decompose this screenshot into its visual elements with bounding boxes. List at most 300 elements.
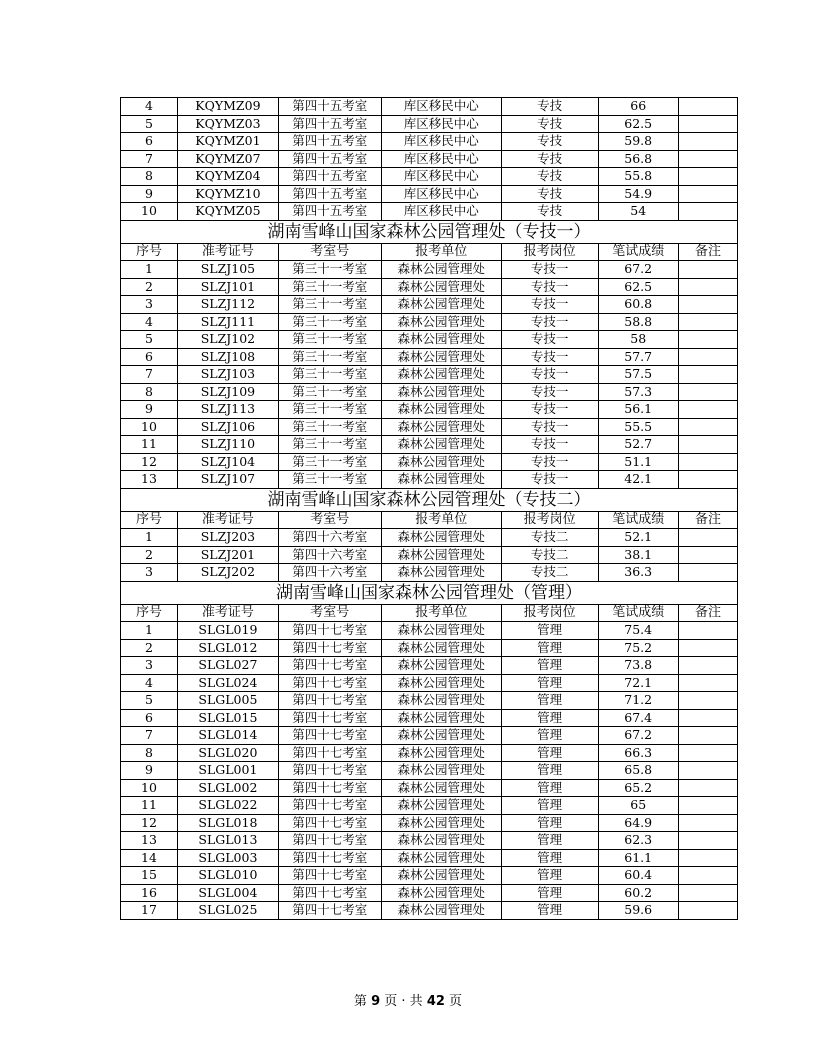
table-row [121, 639, 738, 657]
exam-room-cell: 第四十五考室 [278, 185, 381, 203]
serial-cell: 9 [121, 185, 178, 203]
unit-cell: 森林公园管理处 [381, 639, 501, 657]
ticket-number-cell: SLGL019 [178, 622, 279, 640]
position-cell: 管理 [501, 657, 598, 675]
exam-room-cell: 第三十一考室 [278, 383, 381, 401]
exam-room-cell: 第四十七考室 [278, 814, 381, 832]
exam-room-cell: 第四十七考室 [278, 902, 381, 920]
column-header: 报考岗位 [501, 243, 598, 261]
unit-cell: 森林公园管理处 [381, 471, 501, 489]
exam-room-cell: 第四十五考室 [278, 98, 381, 116]
ticket-number-cell: SLZJ105 [178, 261, 279, 279]
serial-cell: 3 [121, 564, 178, 582]
score-cell: 59.6 [598, 902, 678, 920]
remark-cell [678, 902, 737, 920]
column-header: 考室号 [278, 511, 381, 529]
score-cell: 55.5 [598, 418, 678, 436]
unit-cell: 森林公园管理处 [381, 727, 501, 745]
ticket-number-cell: KQYMZ07 [178, 150, 279, 168]
unit-cell: 森林公园管理处 [381, 814, 501, 832]
unit-cell: 库区移民中心 [381, 115, 501, 133]
table-row [121, 296, 738, 314]
score-cell: 67.4 [598, 709, 678, 727]
score-cell: 38.1 [598, 546, 678, 564]
score-sheet [120, 97, 738, 920]
ticket-number-cell: KQYMZ03 [178, 115, 279, 133]
serial-cell: 13 [121, 832, 178, 850]
column-header: 备注 [678, 511, 737, 529]
exam-room-cell: 第四十七考室 [278, 744, 381, 762]
unit-cell: 森林公园管理处 [381, 762, 501, 780]
table-row [121, 692, 738, 710]
remark-cell [678, 546, 737, 564]
score-cell: 65.8 [598, 762, 678, 780]
table-row [121, 564, 738, 582]
serial-cell: 5 [121, 115, 178, 133]
ticket-number-cell: SLGL018 [178, 814, 279, 832]
table-row [121, 168, 738, 186]
exam-room-cell: 第三十一考室 [278, 296, 381, 314]
table-row [121, 902, 738, 920]
ticket-number-cell: SLZJ113 [178, 401, 279, 419]
score-cell: 71.2 [598, 692, 678, 710]
page-footer [0, 990, 816, 1009]
position-cell: 专技二 [501, 546, 598, 564]
remark-cell [678, 639, 737, 657]
position-cell: 专技 [501, 115, 598, 133]
score-cell: 51.1 [598, 453, 678, 471]
score-cell: 73.8 [598, 657, 678, 675]
serial-cell: 10 [121, 203, 178, 221]
position-cell: 专技 [501, 133, 598, 151]
unit-cell: 森林公园管理处 [381, 546, 501, 564]
ticket-number-cell: SLGL022 [178, 797, 279, 815]
position-cell: 管理 [501, 849, 598, 867]
unit-cell: 森林公园管理处 [381, 902, 501, 920]
position-cell: 专技一 [501, 453, 598, 471]
serial-cell: 12 [121, 453, 178, 471]
ticket-number-cell: SLGL004 [178, 884, 279, 902]
exam-room-cell: 第三十一考室 [278, 331, 381, 349]
position-cell: 专技一 [501, 436, 598, 454]
serial-cell: 8 [121, 168, 178, 186]
exam-room-cell: 第四十七考室 [278, 779, 381, 797]
unit-cell: 森林公园管理处 [381, 401, 501, 419]
column-header: 序号 [121, 511, 178, 529]
ticket-number-cell: SLGL002 [178, 779, 279, 797]
serial-cell: 12 [121, 814, 178, 832]
ticket-number-cell: SLGL015 [178, 709, 279, 727]
position-cell: 专技一 [501, 418, 598, 436]
remark-cell [678, 832, 737, 850]
ticket-number-cell: SLZJ112 [178, 296, 279, 314]
score-cell: 56.8 [598, 150, 678, 168]
exam-room-cell: 第三十一考室 [278, 261, 381, 279]
remark-cell [678, 401, 737, 419]
ticket-number-cell: SLZJ203 [178, 529, 279, 547]
ticket-number-cell: SLGL012 [178, 639, 279, 657]
serial-cell: 14 [121, 849, 178, 867]
ticket-number-cell: SLZJ106 [178, 418, 279, 436]
table-row [121, 453, 738, 471]
position-cell: 管理 [501, 832, 598, 850]
column-header: 报考单位 [381, 243, 501, 261]
table-row [121, 884, 738, 902]
ticket-number-cell: KQYMZ10 [178, 185, 279, 203]
remark-cell [678, 709, 737, 727]
section-title-row [121, 220, 738, 243]
ticket-number-cell: SLZJ102 [178, 331, 279, 349]
ticket-number-cell: SLGL025 [178, 902, 279, 920]
table-row [121, 418, 738, 436]
position-cell: 管理 [501, 797, 598, 815]
unit-cell: 森林公园管理处 [381, 884, 501, 902]
ticket-number-cell: SLZJ104 [178, 453, 279, 471]
remark-cell [678, 313, 737, 331]
score-cell: 36.3 [598, 564, 678, 582]
exam-room-cell: 第四十六考室 [278, 529, 381, 547]
exam-room-cell: 第四十七考室 [278, 832, 381, 850]
serial-cell: 1 [121, 529, 178, 547]
unit-cell: 森林公园管理处 [381, 744, 501, 762]
score-cell: 66 [598, 98, 678, 116]
position-cell: 专技 [501, 168, 598, 186]
remark-cell [678, 366, 737, 384]
section-title: 湖南雪峰山国家森林公园管理处（管理） [121, 581, 738, 604]
exam-room-cell: 第四十六考室 [278, 546, 381, 564]
column-header: 备注 [678, 243, 737, 261]
remark-cell [678, 529, 737, 547]
serial-cell: 15 [121, 867, 178, 885]
table-row [121, 674, 738, 692]
score-cell: 52.1 [598, 529, 678, 547]
unit-cell: 森林公园管理处 [381, 313, 501, 331]
unit-cell: 森林公园管理处 [381, 709, 501, 727]
remark-cell [678, 814, 737, 832]
exam-room-cell: 第四十七考室 [278, 709, 381, 727]
header-row [121, 604, 738, 622]
table-row [121, 348, 738, 366]
remark-cell [678, 150, 737, 168]
remark-cell [678, 98, 737, 116]
position-cell: 管理 [501, 779, 598, 797]
remark-cell [678, 331, 737, 349]
footer-prefix: 第 [353, 994, 367, 1009]
position-cell: 管理 [501, 674, 598, 692]
position-cell: 管理 [501, 727, 598, 745]
table-row [121, 401, 738, 419]
score-cell: 58 [598, 331, 678, 349]
ticket-number-cell: SLZJ109 [178, 383, 279, 401]
position-cell: 专技一 [501, 383, 598, 401]
footer-middle: 页 · 共 [384, 994, 423, 1009]
position-cell: 管理 [501, 762, 598, 780]
ticket-number-cell: SLGL013 [178, 832, 279, 850]
unit-cell: 森林公园管理处 [381, 418, 501, 436]
unit-cell: 库区移民中心 [381, 150, 501, 168]
serial-cell: 13 [121, 471, 178, 489]
exam-room-cell: 第四十七考室 [278, 884, 381, 902]
remark-cell [678, 278, 737, 296]
exam-room-cell: 第三十一考室 [278, 436, 381, 454]
section-title-row [121, 488, 738, 511]
position-cell: 专技二 [501, 529, 598, 547]
remark-cell [678, 674, 737, 692]
ticket-number-cell: KQYMZ01 [178, 133, 279, 151]
position-cell: 专技一 [501, 401, 598, 419]
unit-cell: 森林公园管理处 [381, 529, 501, 547]
serial-cell: 3 [121, 657, 178, 675]
ticket-number-cell: SLZJ110 [178, 436, 279, 454]
column-header: 考室号 [278, 604, 381, 622]
remark-cell [678, 471, 737, 489]
exam-room-cell: 第三十一考室 [278, 278, 381, 296]
unit-cell: 森林公园管理处 [381, 348, 501, 366]
serial-cell: 3 [121, 296, 178, 314]
score-cell: 67.2 [598, 261, 678, 279]
position-cell: 专技一 [501, 366, 598, 384]
ticket-number-cell: SLZJ201 [178, 546, 279, 564]
column-header: 备注 [678, 604, 737, 622]
serial-cell: 1 [121, 261, 178, 279]
unit-cell: 森林公园管理处 [381, 674, 501, 692]
exam-room-cell: 第四十六考室 [278, 564, 381, 582]
score-cell: 57.5 [598, 366, 678, 384]
section-title-row [121, 581, 738, 604]
exam-room-cell: 第三十一考室 [278, 313, 381, 331]
remark-cell [678, 185, 737, 203]
remark-cell [678, 867, 737, 885]
score-table [120, 97, 738, 920]
position-cell: 专技一 [501, 313, 598, 331]
unit-cell: 森林公园管理处 [381, 296, 501, 314]
exam-room-cell: 第三十一考室 [278, 348, 381, 366]
ticket-number-cell: SLZJ107 [178, 471, 279, 489]
serial-cell: 5 [121, 692, 178, 710]
serial-cell: 11 [121, 797, 178, 815]
unit-cell: 森林公园管理处 [381, 692, 501, 710]
table-row [121, 383, 738, 401]
position-cell: 专技一 [501, 261, 598, 279]
table-row [121, 185, 738, 203]
table-row [121, 832, 738, 850]
score-table-body [121, 98, 738, 920]
section-title: 湖南雪峰山国家森林公园管理处（专技二） [121, 488, 738, 511]
serial-cell: 7 [121, 150, 178, 168]
column-header: 笔试成绩 [598, 604, 678, 622]
score-cell: 54 [598, 203, 678, 221]
serial-cell: 10 [121, 418, 178, 436]
score-cell: 59.8 [598, 133, 678, 151]
ticket-number-cell: SLGL010 [178, 867, 279, 885]
table-row [121, 261, 738, 279]
remark-cell [678, 348, 737, 366]
exam-room-cell: 第四十七考室 [278, 849, 381, 867]
exam-room-cell: 第四十七考室 [278, 797, 381, 815]
serial-cell: 1 [121, 622, 178, 640]
position-cell: 专技 [501, 203, 598, 221]
exam-room-cell: 第四十五考室 [278, 133, 381, 151]
table-row [121, 709, 738, 727]
position-cell: 专技 [501, 150, 598, 168]
score-cell: 56.1 [598, 401, 678, 419]
remark-cell [678, 622, 737, 640]
table-row [121, 331, 738, 349]
ticket-number-cell: KQYMZ05 [178, 203, 279, 221]
position-cell: 专技一 [501, 278, 598, 296]
score-cell: 57.7 [598, 348, 678, 366]
table-row [121, 98, 738, 116]
position-cell: 管理 [501, 814, 598, 832]
position-cell: 管理 [501, 692, 598, 710]
table-row [121, 115, 738, 133]
exam-room-cell: 第三十一考室 [278, 418, 381, 436]
table-row [121, 203, 738, 221]
column-header: 笔试成绩 [598, 511, 678, 529]
unit-cell: 森林公园管理处 [381, 278, 501, 296]
header-row [121, 511, 738, 529]
position-cell: 专技一 [501, 296, 598, 314]
remark-cell [678, 296, 737, 314]
column-header: 准考证号 [178, 511, 279, 529]
serial-cell: 10 [121, 779, 178, 797]
unit-cell: 森林公园管理处 [381, 779, 501, 797]
remark-cell [678, 261, 737, 279]
ticket-number-cell: SLGL024 [178, 674, 279, 692]
serial-cell: 6 [121, 709, 178, 727]
exam-room-cell: 第四十七考室 [278, 692, 381, 710]
serial-cell: 11 [121, 436, 178, 454]
score-cell: 62.5 [598, 115, 678, 133]
ticket-number-cell: SLGL001 [178, 762, 279, 780]
ticket-number-cell: KQYMZ09 [178, 98, 279, 116]
ticket-number-cell: SLZJ202 [178, 564, 279, 582]
score-cell: 62.3 [598, 832, 678, 850]
unit-cell: 森林公园管理处 [381, 366, 501, 384]
exam-room-cell: 第四十七考室 [278, 639, 381, 657]
column-header: 报考岗位 [501, 604, 598, 622]
ticket-number-cell: SLZJ101 [178, 278, 279, 296]
serial-cell: 8 [121, 383, 178, 401]
footer-page-number: 9 [371, 994, 381, 1009]
serial-cell: 4 [121, 313, 178, 331]
table-row [121, 762, 738, 780]
table-row [121, 744, 738, 762]
unit-cell: 库区移民中心 [381, 168, 501, 186]
exam-room-cell: 第三十一考室 [278, 401, 381, 419]
table-row [121, 727, 738, 745]
table-row [121, 529, 738, 547]
exam-room-cell: 第四十七考室 [278, 622, 381, 640]
score-cell: 60.8 [598, 296, 678, 314]
serial-cell: 7 [121, 366, 178, 384]
table-row [121, 313, 738, 331]
unit-cell: 森林公园管理处 [381, 797, 501, 815]
table-row [121, 471, 738, 489]
position-cell: 专技一 [501, 348, 598, 366]
remark-cell [678, 762, 737, 780]
table-row [121, 150, 738, 168]
score-cell: 75.2 [598, 639, 678, 657]
score-cell: 64.9 [598, 814, 678, 832]
serial-cell: 8 [121, 744, 178, 762]
exam-room-cell: 第四十七考室 [278, 657, 381, 675]
position-cell: 专技一 [501, 331, 598, 349]
ticket-number-cell: SLGL014 [178, 727, 279, 745]
score-cell: 60.4 [598, 867, 678, 885]
score-cell: 75.4 [598, 622, 678, 640]
column-header: 笔试成绩 [598, 243, 678, 261]
exam-room-cell: 第四十七考室 [278, 674, 381, 692]
remark-cell [678, 657, 737, 675]
serial-cell: 5 [121, 331, 178, 349]
unit-cell: 森林公园管理处 [381, 832, 501, 850]
serial-cell: 2 [121, 278, 178, 296]
score-cell: 65 [598, 797, 678, 815]
column-header: 序号 [121, 604, 178, 622]
serial-cell: 9 [121, 762, 178, 780]
exam-room-cell: 第四十五考室 [278, 150, 381, 168]
column-header: 报考岗位 [501, 511, 598, 529]
column-header: 准考证号 [178, 243, 279, 261]
remark-cell [678, 564, 737, 582]
position-cell: 管理 [501, 622, 598, 640]
ticket-number-cell: SLZJ111 [178, 313, 279, 331]
table-row [121, 657, 738, 675]
serial-cell: 7 [121, 727, 178, 745]
position-cell: 专技二 [501, 564, 598, 582]
ticket-number-cell: SLGL020 [178, 744, 279, 762]
unit-cell: 森林公园管理处 [381, 657, 501, 675]
footer-total-pages: 42 [426, 994, 445, 1009]
table-row [121, 622, 738, 640]
exam-room-cell: 第四十五考室 [278, 203, 381, 221]
position-cell: 管理 [501, 867, 598, 885]
column-header: 报考单位 [381, 604, 501, 622]
position-cell: 管理 [501, 709, 598, 727]
table-row [121, 278, 738, 296]
table-row [121, 779, 738, 797]
score-cell: 66.3 [598, 744, 678, 762]
unit-cell: 森林公园管理处 [381, 261, 501, 279]
score-cell: 57.3 [598, 383, 678, 401]
position-cell: 专技 [501, 185, 598, 203]
position-cell: 专技 [501, 98, 598, 116]
exam-room-cell: 第三十一考室 [278, 471, 381, 489]
unit-cell: 库区移民中心 [381, 133, 501, 151]
position-cell: 管理 [501, 902, 598, 920]
column-header: 准考证号 [178, 604, 279, 622]
table-row [121, 366, 738, 384]
score-cell: 58.8 [598, 313, 678, 331]
position-cell: 管理 [501, 744, 598, 762]
score-cell: 65.2 [598, 779, 678, 797]
unit-cell: 森林公园管理处 [381, 867, 501, 885]
table-row [121, 436, 738, 454]
unit-cell: 库区移民中心 [381, 203, 501, 221]
remark-cell [678, 797, 737, 815]
unit-cell: 森林公园管理处 [381, 849, 501, 867]
exam-room-cell: 第四十五考室 [278, 115, 381, 133]
unit-cell: 森林公园管理处 [381, 453, 501, 471]
table-row [121, 133, 738, 151]
remark-cell [678, 453, 737, 471]
score-cell: 52.7 [598, 436, 678, 454]
score-cell: 54.9 [598, 185, 678, 203]
serial-cell: 17 [121, 902, 178, 920]
column-header: 序号 [121, 243, 178, 261]
remark-cell [678, 779, 737, 797]
